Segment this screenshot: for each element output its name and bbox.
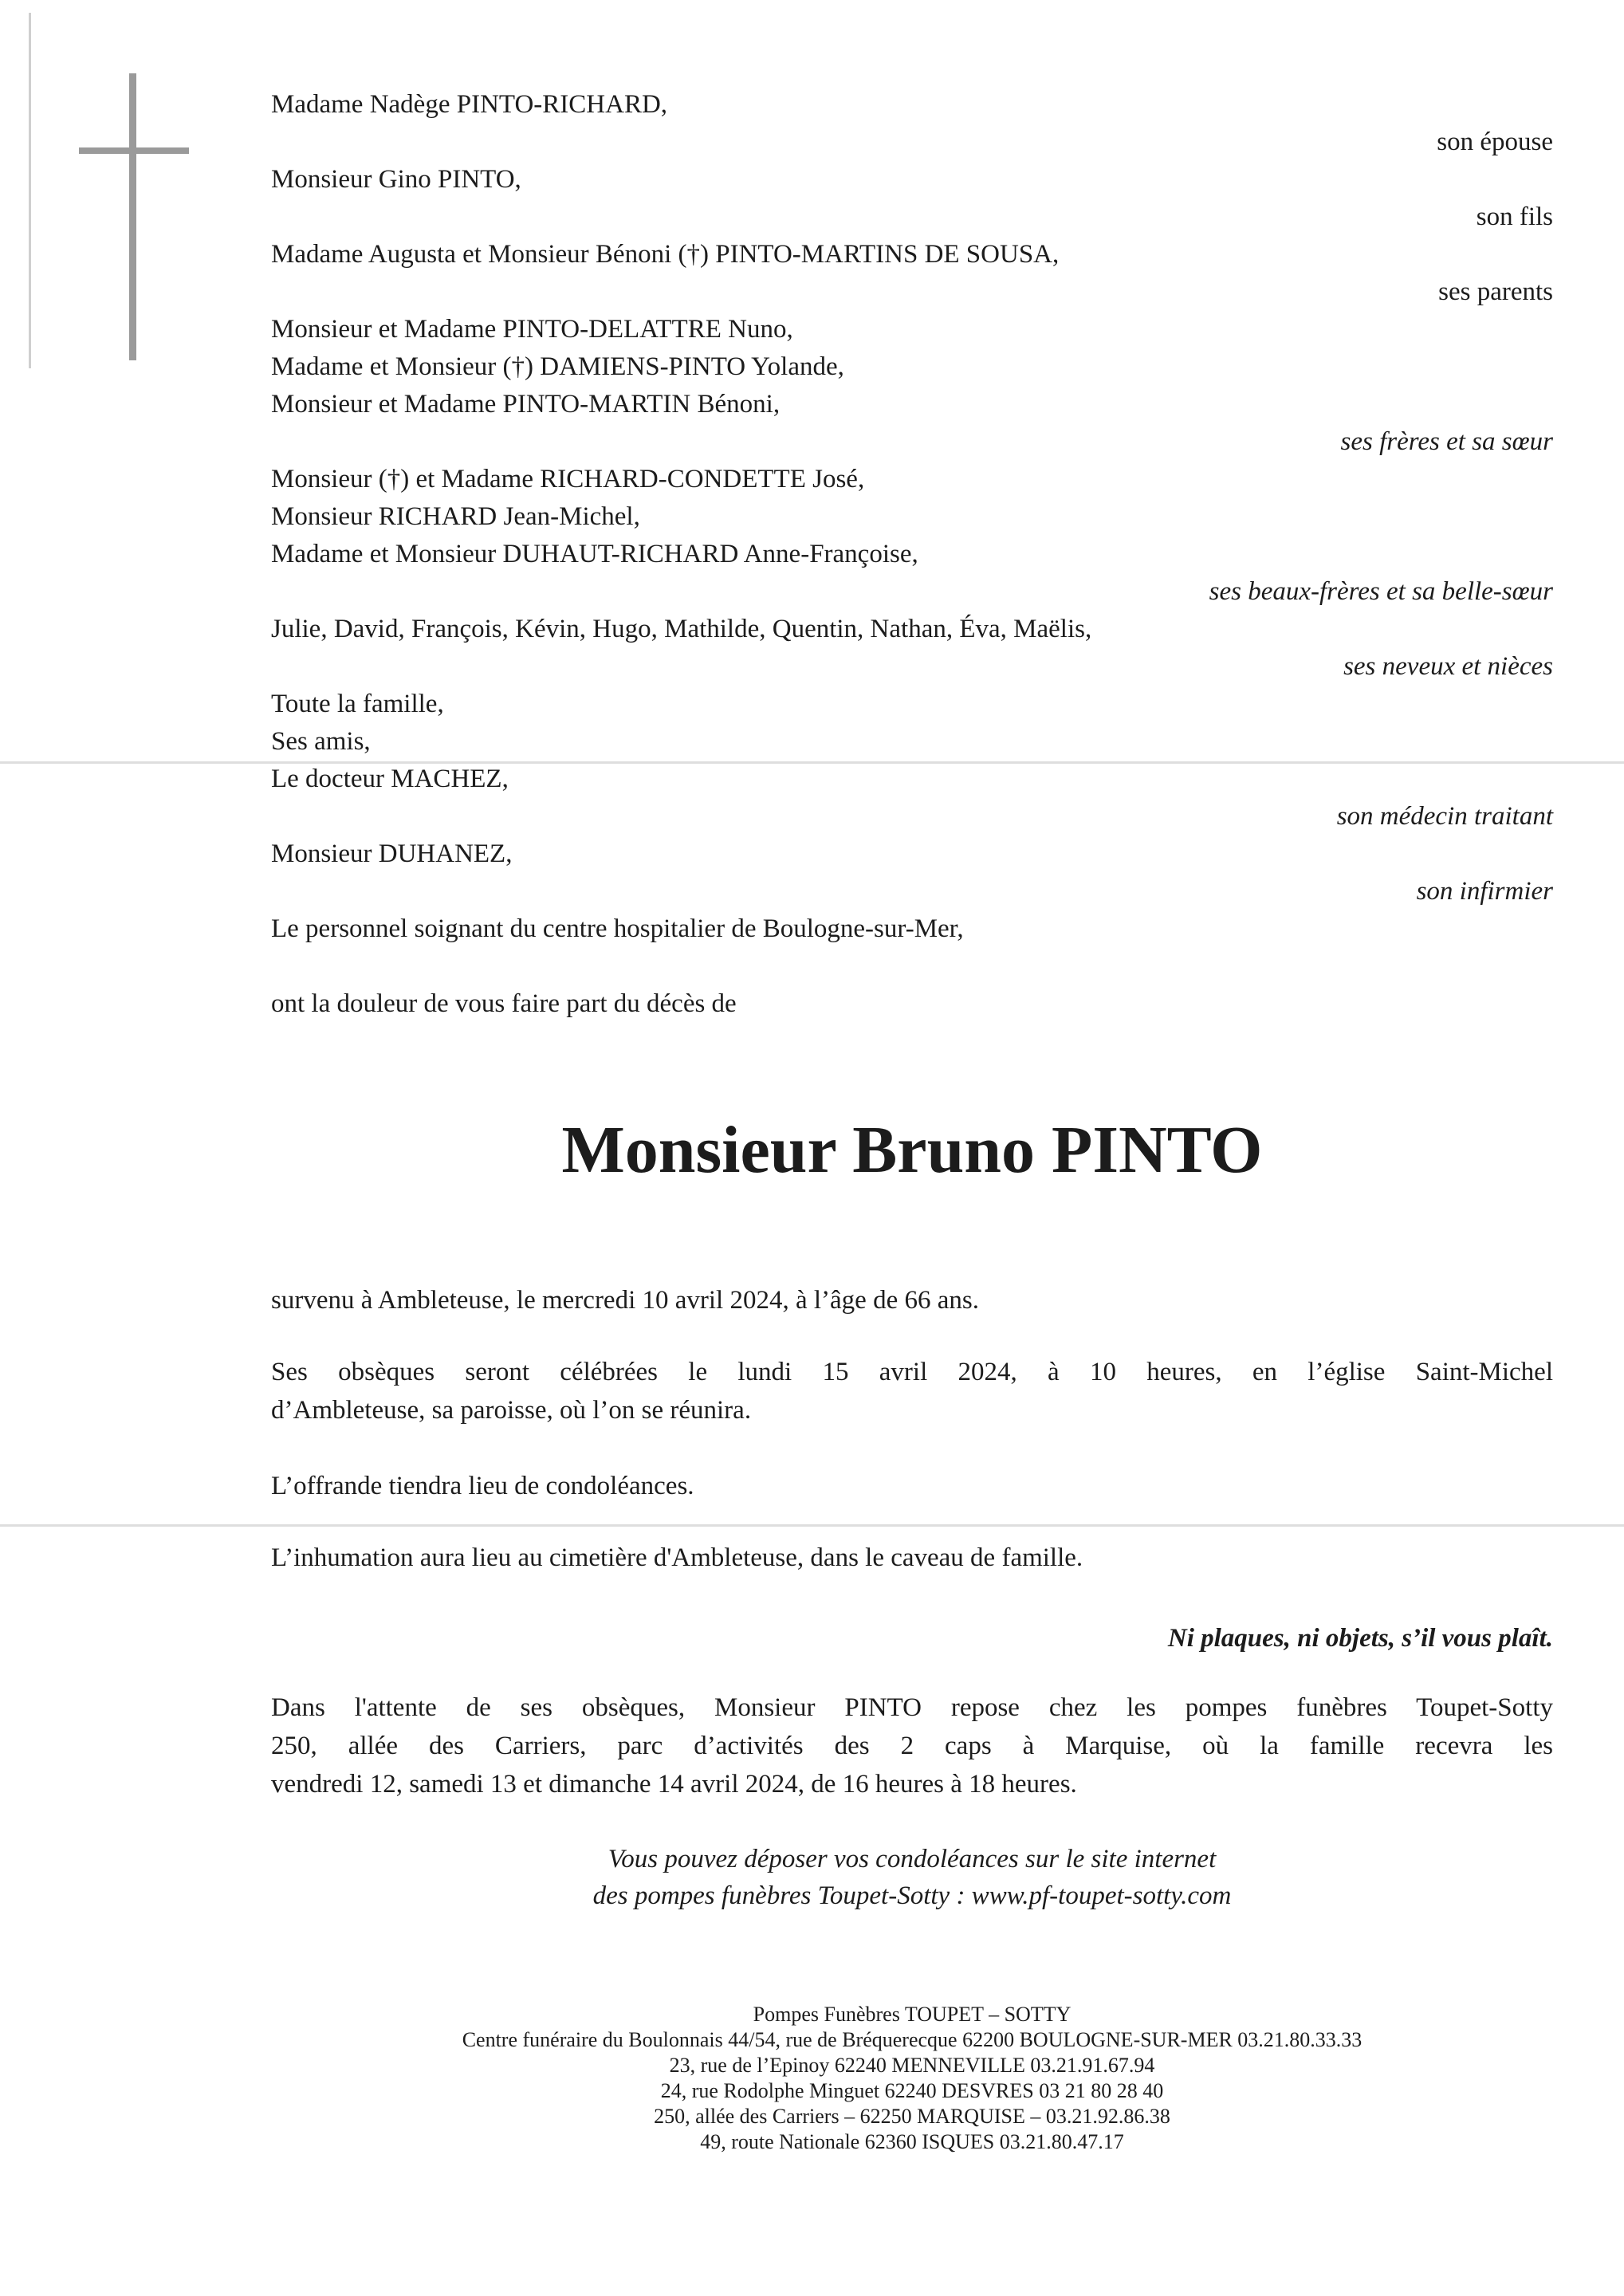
family-line: son médecin traitant xyxy=(1336,802,1553,831)
condolences-line: Vous pouvez déposer vos condoléances sur le site internet xyxy=(608,1845,1217,1873)
family-line: Le personnel soignant du centre hospitalier de Boulogne-sur-Mer, xyxy=(271,914,964,943)
footer-company-name: Pompes Funèbres TOUPET – SOTTY xyxy=(753,2003,1072,2026)
family-line: Julie, David, François, Kévin, Hugo, Mathilde, Quentin, Nathan, Éva, Maëlis, xyxy=(271,615,1092,643)
address-line: 23, rue de l’Epinoy 62240 MENNEVILLE 03.21.91.67.94 xyxy=(669,2054,1155,2077)
family-line: ont la douleur de vous faire part du décès de xyxy=(271,989,737,1018)
address-line: 49, route Nationale 62360 ISQUES 03.21.80.47.17 xyxy=(700,2130,1124,2153)
family-line: Madame Nadège PINTO-RICHARD, xyxy=(271,90,668,119)
offering-line: L’offrande tiendra lieu de condoléances. xyxy=(271,1472,694,1500)
family-line: ses neveux et nièces xyxy=(1343,652,1553,681)
funeral-ceremony-line: Ses obsèques seront célébrées le lundi 15 avril 2024, à 10 heures, en l’église Saint-Michel xyxy=(271,1358,1553,1386)
funeral-home-addresses xyxy=(271,2027,1553,2155)
family-line: Monsieur Gino PINTO, xyxy=(271,165,521,194)
online-condolences-note xyxy=(271,1841,1553,1914)
latin-cross-horizontal-bar xyxy=(79,147,189,154)
family-line: ses beaux-frères et sa belle-sœur xyxy=(1209,577,1553,606)
family-line: Monsieur et Madame PINTO-DELATTRE Nuno, xyxy=(271,315,793,344)
visitation-line: vendredi 12, samedi 13 et dimanche 14 avril 2024, de 16 heures à 18 heures. xyxy=(271,1770,1077,1799)
family-line: son fils xyxy=(1476,202,1553,231)
visitation-line: 250, allée des Carriers, parc d’activités des 2 caps à Marquise, où la famille recevra les xyxy=(271,1732,1553,1760)
family-line: Madame et Monsieur (†) DAMIENS-PINTO Yolande, xyxy=(271,352,844,381)
family-line: Ses amis, xyxy=(271,727,371,756)
address-line: 24, rue Rodolphe Minguet 62240 DESVRES 03 21 80 28 40 xyxy=(660,2079,1164,2102)
address-line: 250, allée des Carriers – 62250 MARQUISE – 03.21.92.86.38 xyxy=(654,2105,1170,2128)
family-announcement-list xyxy=(271,86,1553,1023)
family-line: ses frères et sa sœur xyxy=(1340,427,1553,456)
funeral-ceremony-line: d’Ambleteuse, sa paroisse, où l’on se réunira. xyxy=(271,1396,752,1425)
family-line: Monsieur (†) et Madame RICHARD-CONDETTE José, xyxy=(271,465,865,493)
family-line xyxy=(271,948,1553,985)
family-line: Le docteur MACHEZ, xyxy=(271,765,509,793)
funeral-ceremony-paragraph xyxy=(271,1353,1553,1429)
funeral-home-footer xyxy=(271,2002,1553,2155)
scan-edge-artifact xyxy=(29,13,31,368)
visitation-paragraph xyxy=(271,1689,1553,1803)
no-plaques-request: Ni plaques, ni objets, s’il vous plaît. xyxy=(1167,1624,1553,1653)
announcement-content xyxy=(271,86,1553,2155)
death-date-line: survenu à Ambleteuse, le mercredi 10 avril 2024, à l’âge de 66 ans. xyxy=(271,1286,979,1315)
family-line: Madame Augusta et Monsieur Bénoni (†) PINTO-MARTINS DE SOUSA, xyxy=(271,240,1060,269)
visitation-line: Dans l'attente de ses obsèques, Monsieur PINTO repose chez les pompes funèbres Toupet-Sotty xyxy=(271,1693,1553,1722)
family-line: son infirmier xyxy=(1416,877,1553,906)
family-line: son épouse xyxy=(1437,128,1553,156)
latin-cross-vertical-bar xyxy=(129,73,136,360)
address-line: Centre funéraire du Boulonnais 44/54, rue de Bréquerecque 62200 BOULOGNE-SUR-MER 03.21.80.33.33 xyxy=(462,2028,1363,2051)
family-line: ses parents xyxy=(1438,277,1553,306)
condolences-line: des pompes funèbres Toupet-Sotty : www.pf-toupet-sotty.com xyxy=(592,1881,1232,1910)
family-line: Madame et Monsieur DUHAUT-RICHARD Anne-Françoise, xyxy=(271,540,918,568)
burial-line: L’inhumation aura lieu au cimetière d'Ambleteuse, dans le caveau de famille. xyxy=(271,1543,1083,1572)
family-line: Toute la famille, xyxy=(271,690,444,718)
family-line: Monsieur RICHARD Jean-Michel, xyxy=(271,502,640,531)
family-line: Monsieur et Madame PINTO-MARTIN Bénoni, xyxy=(271,390,781,419)
family-line: Monsieur DUHANEZ, xyxy=(271,839,513,868)
deceased-name-title: Monsieur Bruno PINTO xyxy=(561,1113,1263,1187)
